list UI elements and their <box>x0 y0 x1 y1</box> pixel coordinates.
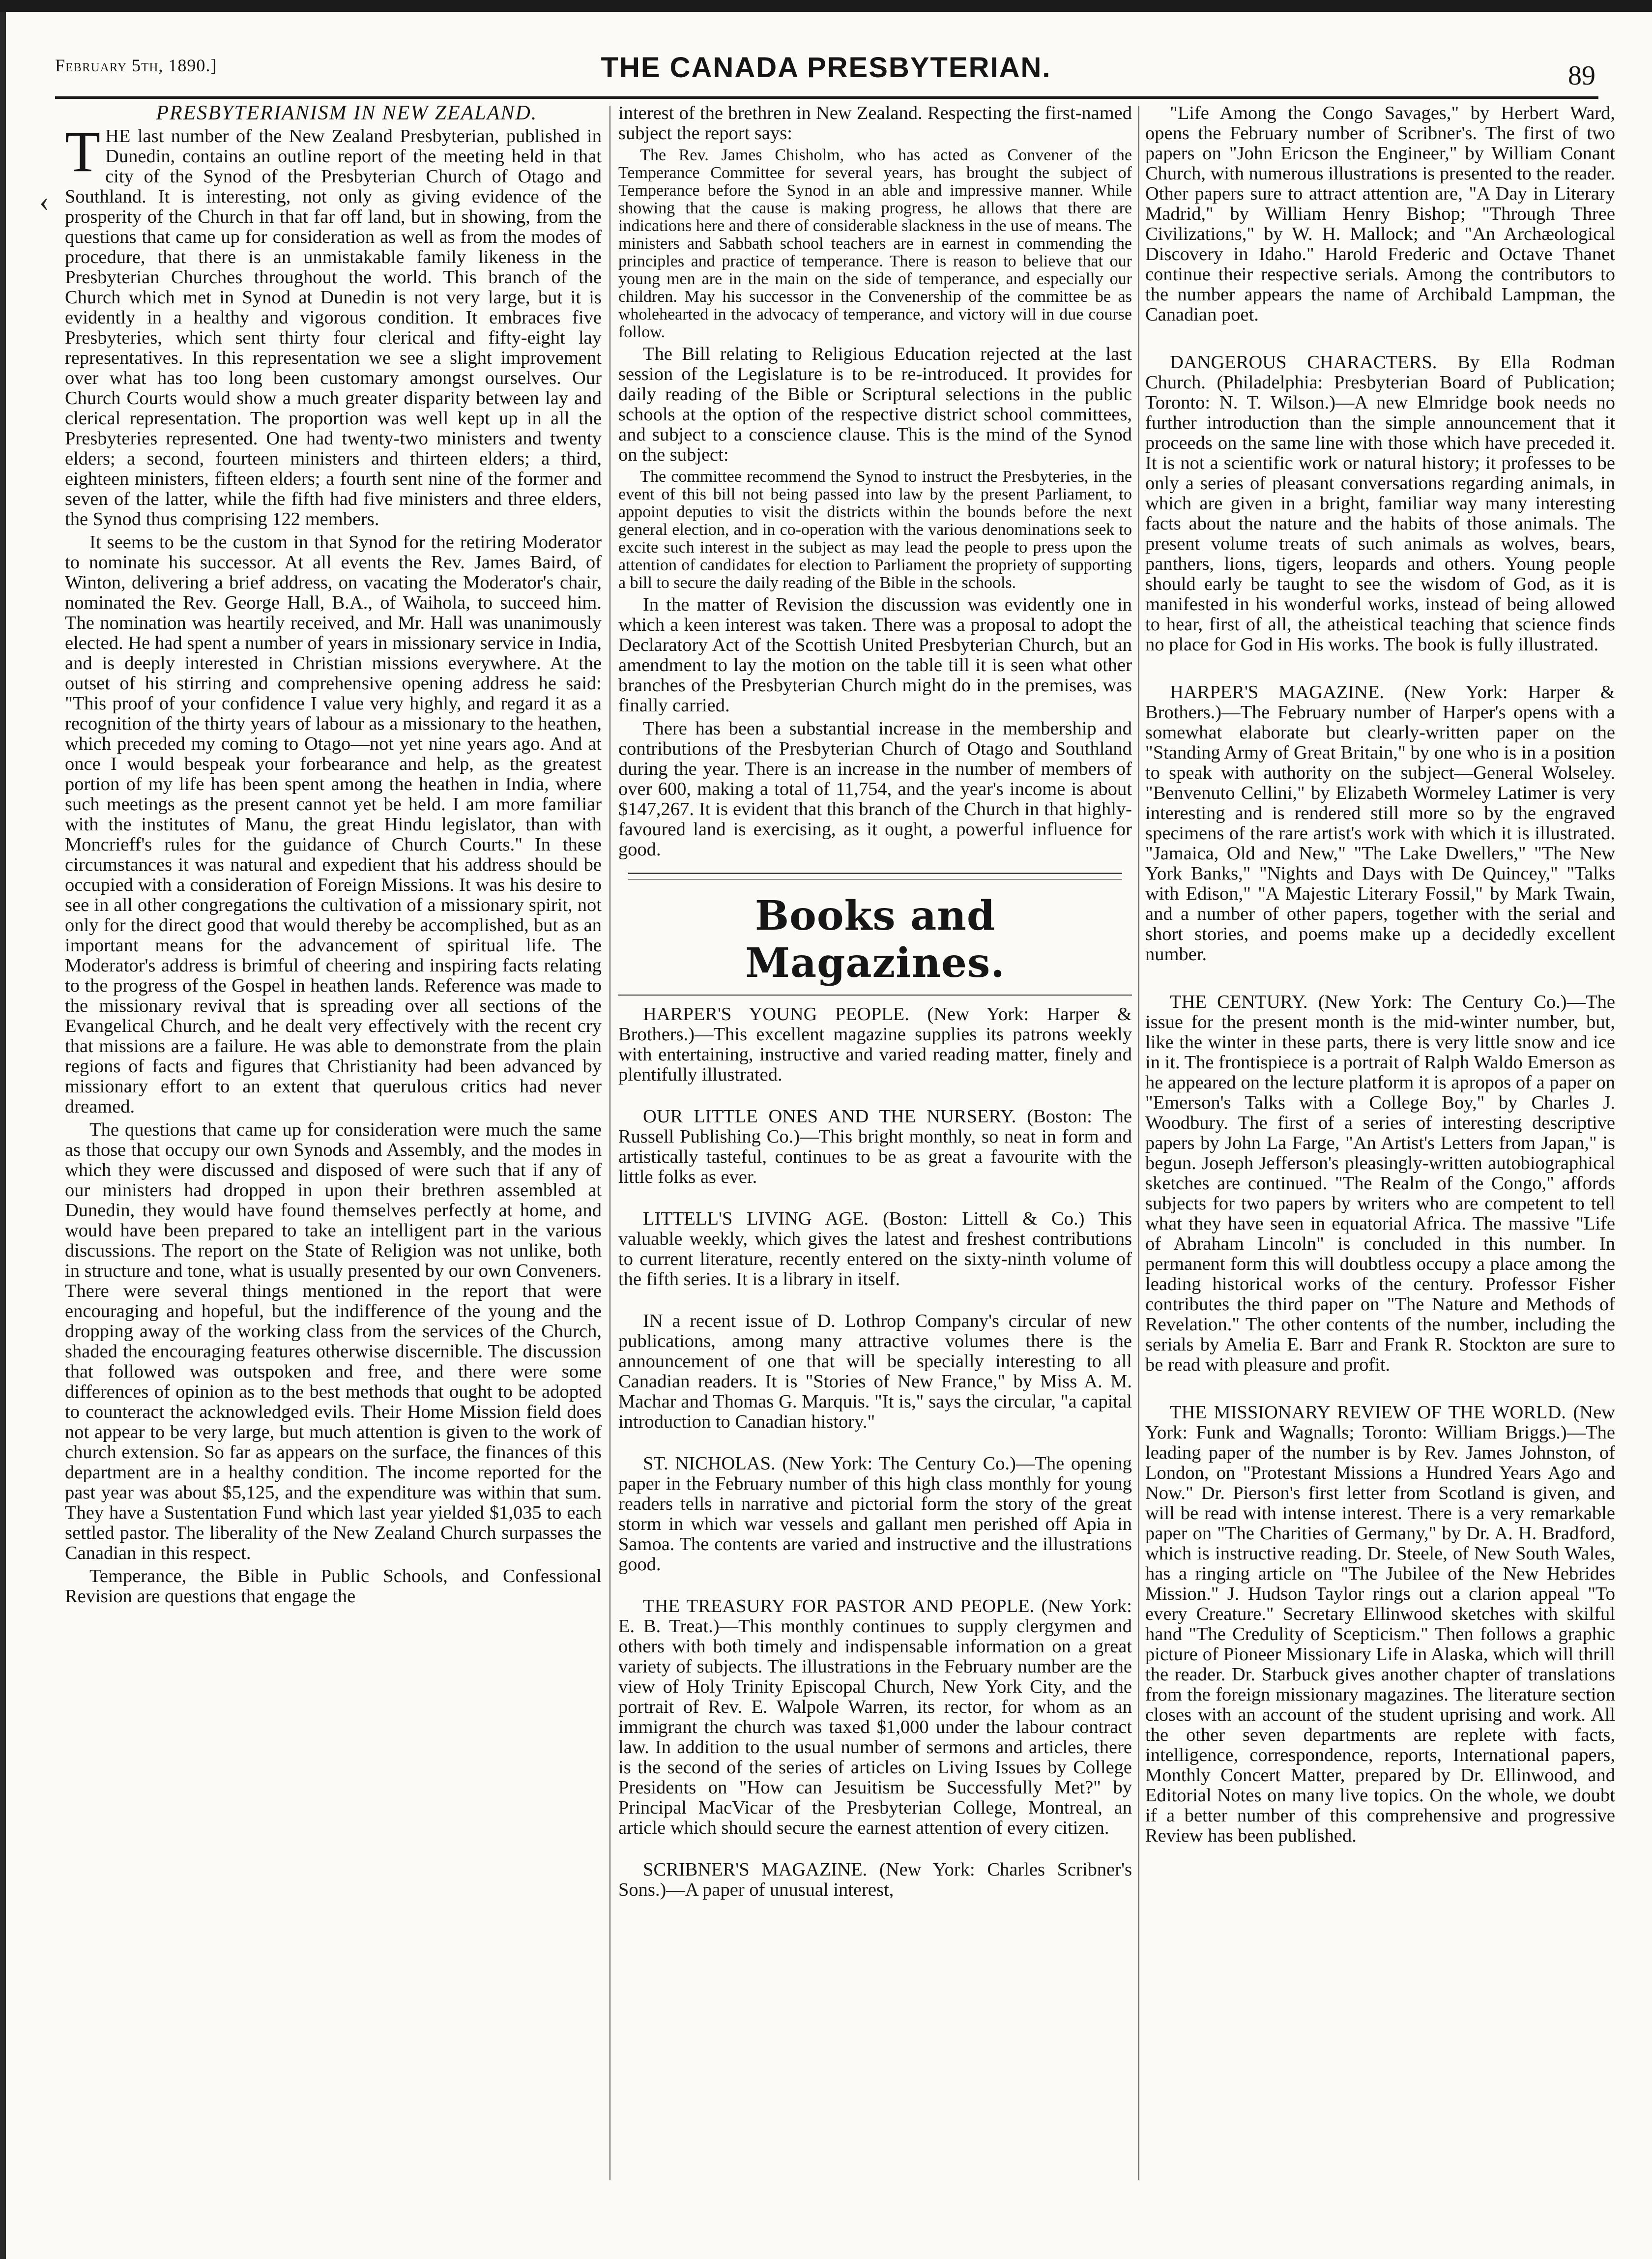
column-1 <box>65 103 602 1607</box>
review-item: DANGEROUS CHARACTERS. By Ella Rodman Church. (Philadelphia: Presbyterian Board of Publication; Toronto: N. T. Wilson.)—A new Elmridge book needs no further introduction than the simple announcement that it proceeds on the same line with those which have preceded it. It is not a scientific work or natural history; it professes to be only a series of pleasant conversations regarding animals, in which are given in a bright, familiar way many interesting facts about the nature and the habits of those animals. The present volume treats of such animals as wolves, bears, panthers, lions, tigers, leopards and others. Young people should early be taught to see the wisdom of God, as it is manifested in his wonderful works, instead of being allowed to hear, first of all, the atheistical teaching that science finds no place for God in His works. The book is fully illustrated. <box>1145 352 1615 655</box>
column-divider-1 <box>609 106 610 2180</box>
review-item: THE TREASURY FOR PASTOR AND PEOPLE. (New York: E. B. Treat.)—This monthly continues to supply clergymen and others with both timely and indispensable information on a great variety of subjects. The illustrations in the February number are the view of Holy Trinity Episcopal Church, New York City, and the portrait of Rev. E. Walpole Warren, its rector, for whom as an immigrant the church was taxed $1,000 under the labour contract law. In addition to the usual number of sermons and articles, there is the second of the series of articles on Living Issues by College Presidents on "How can Jesuitism be Successfully Met?" by Principal MacVicar of the Presbyterian College, Montreal, an article which should secure the earnest attention of every citizen. <box>618 1596 1132 1838</box>
article-text: HE last number of the New Zealand Presbyterian, published in Dunedin, contains an outline report of the meeting held in that city of the Synod of the Presbyterian Church of Otago and Southland. It is interesting, not only as giving evidence of the prosperity of the Church in that far off land, but in showing, from the questions that came up for consideration as well as from the modes of procedure, that there is an unmistakable family likeness in the Presbyterian Churches throughout the world. This branch of the Church which met in Synod at Dunedin is not very large, but it is evidently in a healthy and vigorous condition. It embraces five Presbyteries, which sent thirty four clerical and fifty-eight lay representatives. In this representation we see a slight improvement over what has too long been customary amongst ourselves. Our Church Courts would show a much greater disparity between lay and clerical representation. The proportion was well kept up in all the Presbyteries represented. One had twenty-two ministers and twenty elders; a second, fourteen ministers and thirteen elders; a third, eighteen ministers, fifteen elders; a fourth sent nine of the former and seven of the latter, while the fifth had five ministers and three elders, the Synod thus comprising 122 members. <box>65 126 602 529</box>
article-paragraph: There has been a substantial increase in the membership and contributions of the Presbyterian Church of Otago and Southland during the year. There is an increase in the number of members of over 600, making a total of 11,754, and the year's income is about $147,267. It is evident that this branch of the Church in that highly-favoured land is exercising, as it ought, a powerful influence for good. <box>618 718 1132 860</box>
header-date: February 5th, 1890.] <box>55 56 217 75</box>
article-title: PRESBYTERIANISM IN NEW ZEALAND. <box>156 102 538 124</box>
column-3 <box>1145 103 1615 1846</box>
article-paragraph: interest of the brethren in New Zealand. Respecting the first-named subject the report says: <box>618 103 1132 144</box>
article-paragraph: The Bill relating to Religious Education rejected at the last session of the Legislature is to be re-introduced. It provides for daily reading of the Bible or Scriptural selections in the public schools at the option of the respective district school committees, and subject to a conscience clause. This is the mind of the Synod on the subject: <box>618 344 1132 465</box>
column-divider-2 <box>1138 106 1139 2180</box>
review-item: LITTELL'S LIVING AGE. (Boston: Littell & Co.) This valuable weekly, which gives the latest and freshest contributions to current literature, recently entered on the sixty-ninth volume of the fifth series. It is a library in itself. <box>618 1208 1132 1290</box>
review-item: IN a recent issue of D. Lothrop Company's circular of new publications, among many attractive volumes there is the announcement of one that will be specially interesting to all Canadian readers. It is "Stories of New France," by Miss A. M. Machar and Thomas G. Marquis. "It is," says the circular, "a capital introduction to Canadian history." <box>618 1311 1132 1432</box>
ornamental-rule <box>628 873 1122 880</box>
section-rule <box>618 995 1132 996</box>
review-item: OUR LITTLE ONES AND THE NURSERY. (Boston: The Russell Publishing Co.)—This bright monthly, so neat in form and artistically tasteful, continues to be as great a favourite with the little folks as ever. <box>618 1106 1132 1187</box>
masthead-title: THE CANADA PRESBYTERIAN. <box>601 52 1051 84</box>
review-item: ST. NICHOLAS. (New York: The Century Co.)—The opening paper in the February number of this high class monthly for young readers tells in narrative and pictorial form the story of the great storm in which war vessels and gallant men perished off Apia in Samoa. The contents are varied and instructive and the illustrations good. <box>618 1453 1132 1575</box>
binding-edge <box>0 12 6 2259</box>
page-number: 89 <box>1568 60 1595 91</box>
review-item: THE MISSIONARY REVIEW OF THE WORLD. (New York: Funk and Wagnalls; Toronto: William Briggs.)—The leading paper of the number is by Rev. James Johnston, of London, on "Protestant Missions a Hundred Years Ago and Now." Dr. Pierson's first letter from Scotland is given, and will be read with intense interest. There is a very remarkable paper on "The Charities of Germany," by Dr. A. H. Bradford, which is instructive reading. Dr. Steele, of New South Wales, has a ringing article on "The Jubilee of the New Hebrides Mission." J. Hudson Taylor rings out a clarion appeal "To every Creature." Secretary Ellinwood sketches with skilful hand "The Credulity of Scepticism." Then follows a graphic picture of Pioneer Missionary Life in Alaska, which will thrill the reader. Dr. Starbuck gives another chapter of translations from the foreign missionary magazines. The literature section closes with an account of the student uprising and work. All the other seven departments are replete with facts, intelligence, correspondence, reports, International papers, Monthly Concert Matter, prepared by Dr. Ellinwood, and Editorial Notes on many live topics. On the whole, we doubt if a better number of this comprehensive and progressive Review has been published. <box>1145 1402 1615 1846</box>
section-heading: Books and Magazines. <box>745 892 1005 987</box>
article-paragraph: Temperance, the Bible in Public Schools, and Confessional Revision are questions that engage the <box>65 1566 602 1607</box>
article-paragraph <box>65 119 602 529</box>
review-item: HARPER'S MAGAZINE. (New York: Harper & Brothers.)—The February number of Harper's opens with a somewhat elaborate but clearly-written paper on the "Standing Army of Great Britain," by one who is in a position to speak with authority on the subject—General Wolseley. "Benvenuto Cellini," by Elizabeth Wormeley Latimer is very interesting and is rendered still more so by the engraved specimens of the rare artist's work with which it is illustrated. "Jamaica, Old and New," "The Lake Dwellers," "The New York Banks," "Nights and Days with De Quincey," "Talks with Edison," "A Majestic Literary Fossil," by Mark Twain, and a number of other papers, together with the serial and short stories, and poems make up a decidedly excellent number. <box>1145 682 1615 965</box>
drop-cap: T <box>65 119 101 184</box>
top-scan-border <box>0 0 1652 12</box>
header-rule <box>55 96 1598 99</box>
article-paragraph: The questions that came up for consideration were much the same as those that occupy our own Synods and Assembly, and the modes in which they were discussed and disposed of were such that if any of our ministers had dropped in upon their brethren assembled at Dunedin, they would have found themselves perfectly at home, and would have been prepared to take an intelligent part in the various discussions. The report on the State of Religion was not unlike, both in structure and tone, what is usually presented by our own Conveners. There were several things mentioned in the report that were encouraging and hopeful, but the indifference of the young and the dropping away of the working class from the services of the Church, shaded the encouraging features otherwise discernible. The discussion that followed was outspoken and free, and there were some differences of opinion as to the best methods that ought to be adopted to counteract the acknowledged evils. Their Home Mission field does not appear to be very large, but much attention is given to the work of church extension. So far as appears on the surface, the finances of this department are in a healthy condition. The income reported for the past year was about $5,125, and the expenditure was within that sum. They have a Sustentation Fund which last year yielded $1,035 to each settled pastor. The liberality of the New Zealand Church surpasses the Canadian in this respect. <box>65 1119 602 1563</box>
article-paragraph: It seems to be the custom in that Synod for the retiring Moderator to nominate his successor. At all events the Rev. James Baird, of Winton, delivering a brief address, on vacating the Moderator's chair, nominated the Rev. George Hall, B.A., of Waihola, to succeed him. The nomination was heartily received, and Mr. Hall was unanimously elected. He had spent a number of years in missionary service in India, and is deeply interested in Christian missions everywhere. At the outset of his stirring and comprehensive opening address he said: "This proof of your confidence I value very highly, and regard it as a recognition of the thirty years of labour as a missionary to the heathen, which preceded my coming to Otago—not yet nine years ago. And at once I would bespeak your forbearance and help, as the greatest portion of my life has been spent among the heathen in India, where such meetings as the present cannot yet be held. I am more familiar with the institutes of Manu, the great Hindu legislator, than with Moncrieff's rules for the guidance of Church Courts." In these circumstances it was natural and expedient that his address should be occupied with a consideration of Foreign Missions. It was his desire to see in all other congregations the cultivation of a missionary spirit, not only for the direct good that would thereby be accomplished, but as an important means for the advancement of spiritual life. The Moderator's address is brimful of cheering and inspiring facts relating to the progress of the Gospel in heathen lands. Reference was made to the missionary revival that is spreading over all sections of the Evangelical Church, and he dealt very effectively with the recent cry that missions are a failure. He was able to demonstrate from the plain regions of facts and figures that Christianity had been advanced by missionary effort to an extent that querulous critics had never dreamed. <box>65 532 602 1117</box>
column-2 <box>618 103 1132 1900</box>
review-item: HARPER'S YOUNG PEOPLE. (New York: Harper & Brothers.)—This excellent magazine supplies its patrons weekly with entertaining, instructive and varied reading matter, finely and plentifully illustrated. <box>618 1004 1132 1085</box>
report-quote-temperance: The Rev. James Chisholm, who has acted as Convener of the Temperance Committee for several years, has brought the subject of Temperance before the Synod in an able and impressive manner. While showing that the cause is making progress, he allows that there are indications here and there of considerable slackness in the use of means. The ministers and Sabbath school teachers are in earnest in commending the principles and practice of temperance. There is reason to believe that our young men are in the main on the side of temperance, and especially our children. May his successor in the Convenership of the committee be as wholehearted in the advocacy of temperance, and victory will in due course follow. <box>618 146 1132 341</box>
review-item: "Life Among the Congo Savages," by Herbert Ward, opens the February number of Scribner's. The first of two papers on "John Ericson the Engineer," by William Conant Church, with numerous illustrations is presented to the reader. Other papers sure to attract attention are, "A Day in Literary Madrid," by William Henry Bishop; "Through Three Civilizations," by W. H. Mallock; and "An Archæological Discovery in Idaho." Harold Frederic and Octave Thanet continue their respective serials. Among the contributors to the number appears the name of Archibald Lampman, the Canadian poet. <box>1145 103 1615 325</box>
report-quote-education: The committee recommend the Synod to instruct the Presbyteries, in the event of this bill not being passed into law by the present Parliament, to appoint deputies to visit the districts within the bounds before the next general election, and in co-operation with the various denominations seek to excite such interest in the subject as may lead the people to press upon the attention of candidates for election to Parliament the propriety of supporting a bill to secure the daily reading of the Bible in the schools. <box>618 468 1132 592</box>
review-item: THE CENTURY. (New York: The Century Co.)—The issue for the present month is the mid-winter number, but, like the winter in these parts, there is very little snow and ice in it. The frontispiece is a portrait of Ralph Waldo Emerson as he appeared on the lecture platform it is apropos of a paper on "Emerson's Talks with a College Boy," by Charles J. Woodbury. The first of a series of interesting descriptive papers by John La Farge, "An Artist's Letters from Japan," is begun. Joseph Jefferson's pleasingly-written autobiographical sketches are continued. "The Realm of the Congo," affords subjects for two papers by writers who are competent to tell what they have seen in equatorial Africa. The massive "Life of Abraham Lincoln" is concluded in this number. In permanent form this will doubtless occupy a place among the leading historical works of the century. Professor Fisher contributes the third paper on "The Nature and Methods of Revelation." The other contents of the number, including the serials by Amelia E. Barr and Frank R. Stockton are sure to be read with pleasure and profit. <box>1145 992 1615 1375</box>
article-paragraph: In the matter of Revision the discussion was evidently one in which a keen interest was taken. There was a proposal to adopt the Declaratory Act of the Scottish United Presbyterian Church, but an amendment to lay the motion on the table till it is seen what other branches of the Presbyterian Church might do in the premises, was finally carried. <box>618 594 1132 716</box>
review-item: SCRIBNER'S MAGAZINE. (New York: Charles Scribner's Sons.)—A paper of unusual interest, <box>618 1859 1132 1900</box>
margin-bracket-mark: ‹ <box>39 185 49 217</box>
